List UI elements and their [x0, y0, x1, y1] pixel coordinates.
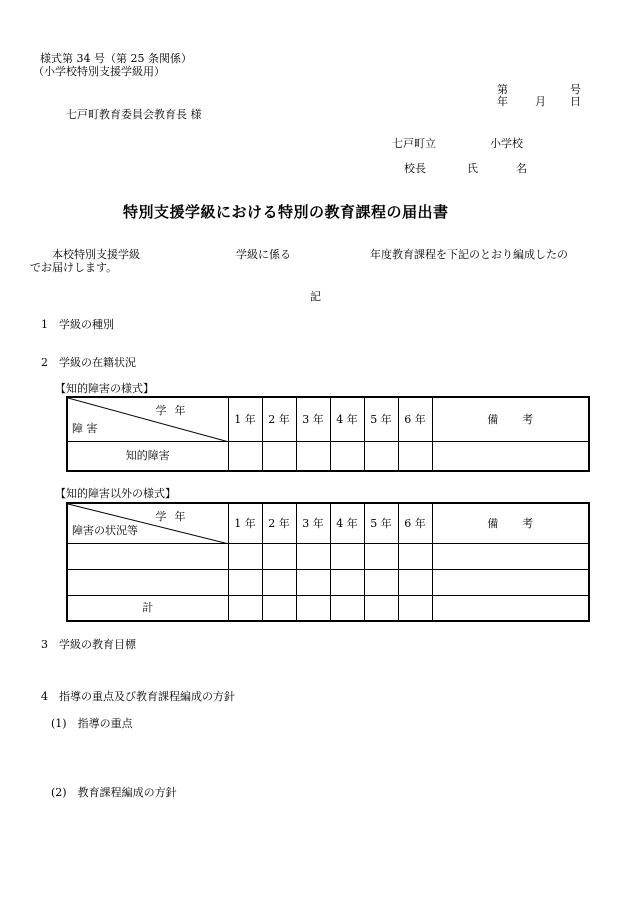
table-cell[interactable] — [262, 441, 296, 471]
table1-grade-4: 4 年 — [330, 397, 364, 441]
table-cell[interactable] — [432, 543, 589, 569]
form-variant: （小学校特別支援学級用） — [33, 65, 165, 78]
table-cell[interactable] — [228, 543, 262, 569]
table2-remarks-header: 備考 — [432, 503, 589, 543]
table-cell[interactable] — [296, 595, 330, 621]
table-cell[interactable] — [398, 543, 432, 569]
table-cell[interactable] — [262, 595, 296, 621]
table-cell[interactable] — [330, 543, 364, 569]
intro-line2: でお届けします。 — [30, 261, 118, 274]
table-cell[interactable] — [262, 543, 296, 569]
table2-caption: 【知的障害以外の様式】 — [55, 487, 176, 500]
table1-grade-1: 1 年 — [228, 397, 262, 441]
table-cell[interactable] — [432, 441, 589, 471]
table-cell[interactable] — [398, 441, 432, 471]
page-title: 特別支援学級における特別の教育課程の届出書 — [123, 203, 449, 221]
table-cell[interactable] — [364, 441, 398, 471]
table1-grade-3: 3 年 — [296, 397, 330, 441]
table-cell[interactable] — [228, 595, 262, 621]
table-cell[interactable] — [296, 543, 330, 569]
form-number: 様式第 34 号（第 25 条関係） — [40, 52, 192, 65]
table1-corner-cell — [67, 397, 228, 441]
table-cell[interactable] — [296, 441, 330, 471]
table1-corner-top: 学年 — [155, 404, 194, 417]
date-month: 月 — [535, 95, 546, 108]
diagonal-line — [68, 398, 228, 441]
table-cell[interactable] — [228, 569, 262, 595]
intro-part1: 本校特別支援学級 — [52, 248, 140, 261]
table2-grade-2: 2 年 — [262, 503, 296, 543]
section-1-heading: 1 学級の種別 — [41, 318, 114, 331]
section-4-1-heading: (1) 指導の重点 — [51, 717, 133, 730]
section-4-heading: 4 指導の重点及び教育課程編成の方針 — [41, 690, 235, 703]
table2-grade-6: 6 年 — [398, 503, 432, 543]
table-cell[interactable] — [262, 569, 296, 595]
table1-grade-2: 2 年 — [262, 397, 296, 441]
table-cell[interactable] — [398, 595, 432, 621]
table1-row-label: 知的障害 — [67, 441, 228, 471]
table2-grade-3: 3 年 — [296, 503, 330, 543]
table-intellectual-disability — [66, 396, 590, 472]
recipient: 七戸町教育委員会教育長 様 — [66, 108, 202, 121]
principal-title: 校長 — [404, 162, 426, 175]
table-cell[interactable] — [432, 569, 589, 595]
table-cell[interactable] — [364, 543, 398, 569]
table2-grade-1: 1 年 — [228, 503, 262, 543]
table1-grade-6: 6 年 — [398, 397, 432, 441]
intro-part3: 年度教育課程を下記のとおり編成したの — [370, 248, 568, 261]
ki-marker: 記 — [310, 290, 321, 303]
section-3-heading: 3 学級の教育目標 — [41, 638, 136, 651]
school-town: 七戸町立 — [392, 137, 436, 150]
section-4-2-heading: (2) 教育課程編成の方針 — [51, 786, 177, 799]
table2-total-label: 計 — [67, 595, 228, 621]
table2-grade-5: 5 年 — [364, 503, 398, 543]
table-cell[interactable] — [67, 569, 228, 595]
doc-number-prefix: 第 — [497, 83, 508, 96]
date-year: 年 — [497, 95, 508, 108]
table-cell[interactable] — [364, 569, 398, 595]
table-other-disability — [66, 502, 590, 622]
table2-corner-cell — [67, 503, 228, 543]
table-cell[interactable] — [330, 595, 364, 621]
section-2-heading: 2 学級の在籍状況 — [41, 356, 136, 369]
table-cell[interactable] — [330, 569, 364, 595]
intro-part2: 学級に係る — [236, 248, 291, 261]
doc-number-suffix: 号 — [570, 83, 581, 96]
date-day: 日 — [570, 95, 581, 108]
table2-corner-bottom: 障害の状況等 — [72, 523, 138, 537]
table2-corner-top: 学年 — [155, 510, 194, 523]
table-cell[interactable] — [296, 569, 330, 595]
table-cell[interactable] — [228, 441, 262, 471]
table-cell[interactable] — [432, 595, 589, 621]
principal-mei: 名 — [516, 162, 527, 175]
school-type: 小学校 — [490, 137, 523, 150]
table-cell[interactable] — [398, 569, 432, 595]
table1-grade-5: 5 年 — [364, 397, 398, 441]
table-cell[interactable] — [67, 543, 228, 569]
table-cell[interactable] — [330, 441, 364, 471]
principal-shi: 氏 — [467, 162, 478, 175]
table1-caption: 【知的障害の様式】 — [55, 382, 154, 395]
table2-grade-4: 4 年 — [330, 503, 364, 543]
table1-remarks-header: 備考 — [432, 397, 589, 441]
table1-corner-bottom: 障 害 — [72, 421, 98, 435]
table-cell[interactable] — [364, 595, 398, 621]
